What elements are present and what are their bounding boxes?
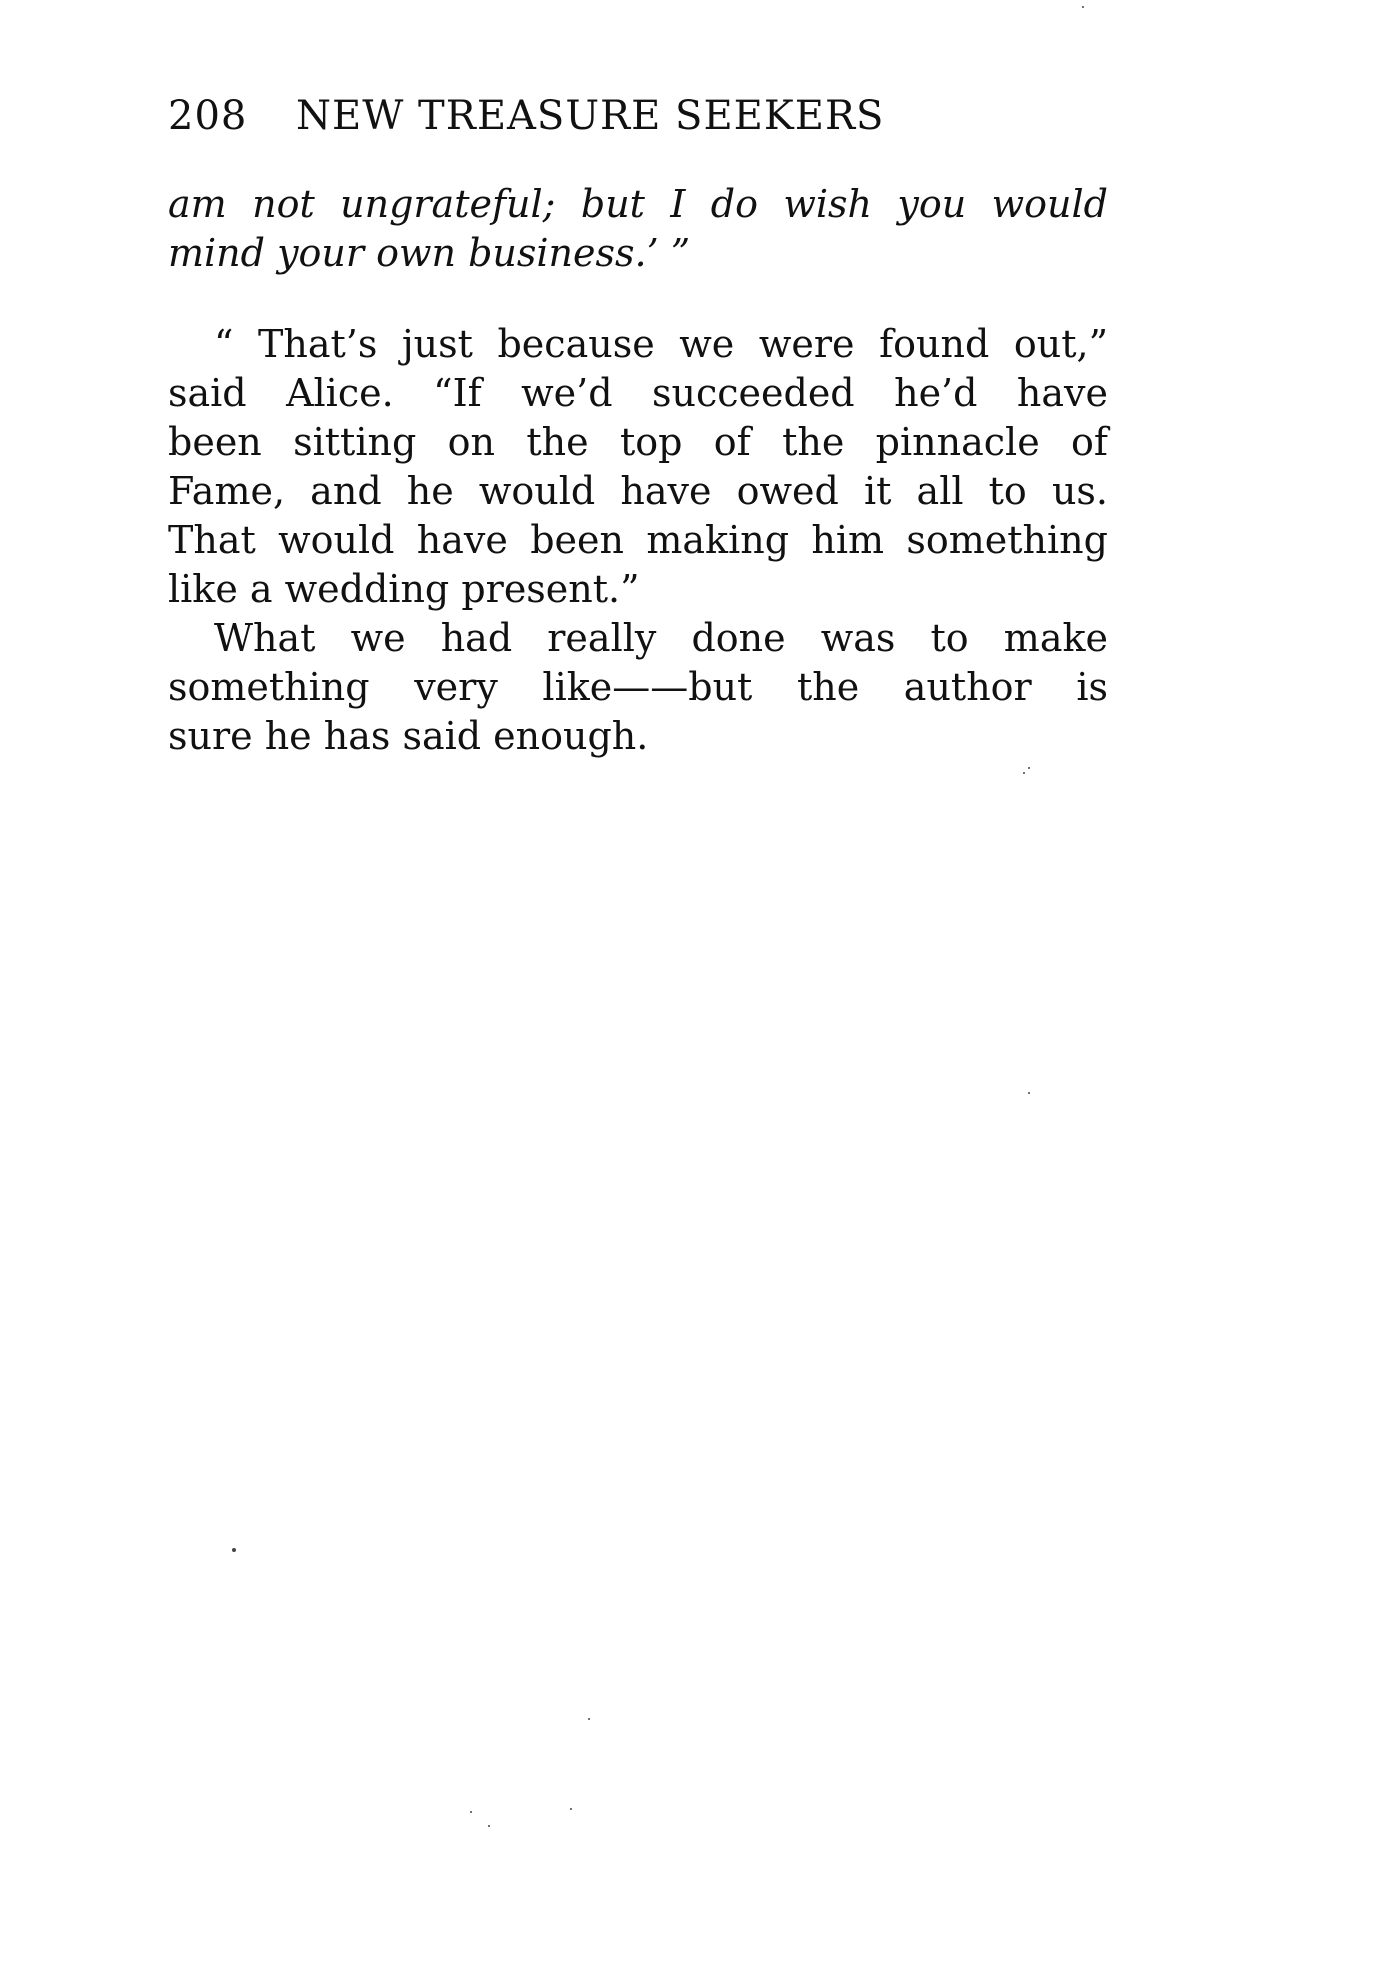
- paragraph-3: [168, 614, 1108, 761]
- scan-speck: [1028, 767, 1030, 769]
- text-line: said Alice. “If we’d succeeded he’d have: [168, 371, 1108, 415]
- page-number: 208: [168, 93, 248, 139]
- scan-speck: [488, 1825, 490, 1827]
- text-line: mind your own business.’ ”: [168, 231, 691, 275]
- text-line: sure he has said enough.: [168, 714, 649, 758]
- text-line: “ That’s just because we were found out,”: [214, 322, 1108, 366]
- paragraph-1: [168, 180, 1108, 278]
- running-head: [168, 92, 958, 140]
- book-title: NEW TREASURE SEEKERS: [296, 93, 885, 139]
- paragraph-2: [168, 320, 1108, 614]
- paragraph-spacer: [168, 278, 1108, 320]
- scan-speck: [470, 1811, 472, 1813]
- text-line: been sitting on the top of the pinnacle of: [168, 420, 1108, 464]
- text-line: like a wedding present.”: [168, 567, 640, 611]
- scan-speck: [1028, 1092, 1030, 1094]
- scan-speck: [570, 1808, 572, 1810]
- body-text: [168, 180, 1108, 761]
- scan-speck: [232, 1548, 236, 1552]
- text-line: something very like——but the author is: [168, 665, 1108, 709]
- scan-speck: [1023, 772, 1025, 774]
- text-line: That would have been making him something: [168, 518, 1108, 562]
- scan-speck: [588, 1718, 590, 1720]
- text-line: Fame, and he would have owed it all to us.: [168, 469, 1108, 513]
- scan-speck: [1082, 6, 1084, 8]
- text-line: am not ungrateful; but I do wish you would: [168, 182, 1108, 226]
- text-line: What we had really done was to make: [214, 616, 1108, 660]
